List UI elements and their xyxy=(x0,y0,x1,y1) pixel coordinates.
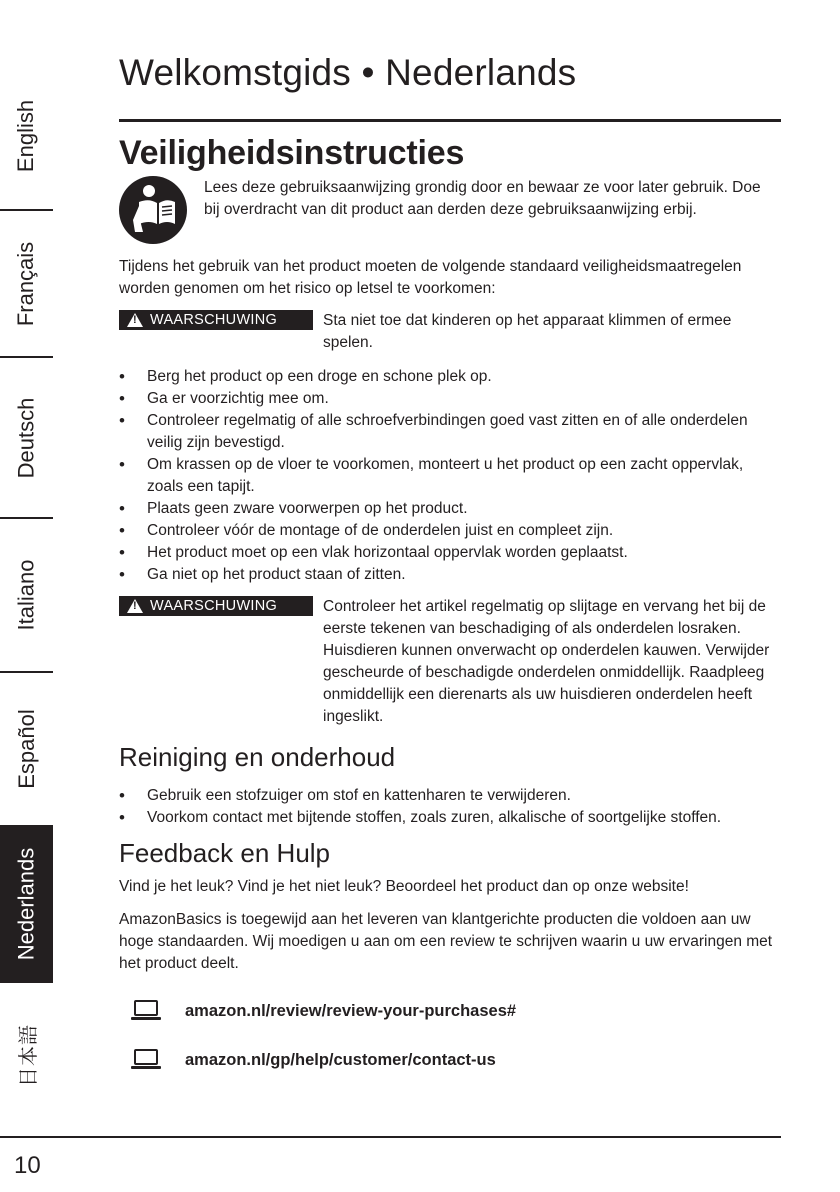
warning-triangle-icon xyxy=(127,313,143,327)
lang-tab-espanol[interactable] xyxy=(0,673,53,825)
warning-text: Controleer het artikel regelmatig op slijtage en vervang het bij de eerste tekenen van beschadiging of als onderdelen losraken. Huisdieren kunnen onverwacht op onderdelen kauwen. Verwijder gescheurde of beschadigde onderdelen onmiddellijk. Raadpleeg onmiddellijk een dierenarts als uw huisdieren onderdelen heeft ingeslikt. xyxy=(323,598,770,725)
lang-tab-label: English xyxy=(13,99,39,173)
lang-tab-italiano[interactable] xyxy=(0,519,53,671)
cleaning-list xyxy=(119,785,779,829)
contact-link[interactable] xyxy=(131,1049,496,1071)
review-link[interactable] xyxy=(131,1000,516,1022)
list-item: • Berg het product op een droge en schone plek op. xyxy=(119,366,779,388)
feedback-text: AmazonBasics is toegewijd aan het leveren van klantgerichte producten die voldoen aan uw hoge standaarden. Wij moedigen u aan om een review te schrijven waarin u uw ervaringen met het product deelt. xyxy=(119,911,773,972)
lang-tab-label: Italiano xyxy=(13,559,39,631)
laptop-icon xyxy=(131,1049,161,1071)
lang-tab-label: Deutsch xyxy=(13,397,39,478)
warning-triangle-icon xyxy=(127,599,143,613)
list-item: • Controleer regelmatig of alle schroefverbindingen goed vast zitten en of alle onderdelen veilig zijn bevestigd. xyxy=(119,410,779,454)
lang-tab-label: Français xyxy=(13,241,39,326)
page-number: 10 xyxy=(14,1152,41,1179)
feedback-heading: Feedback en Hulp xyxy=(119,838,331,868)
safety-heading: Veiligheidsinstructies xyxy=(119,134,465,172)
read-manual-icon xyxy=(119,176,187,244)
list-item: • Gebruik een stofzuiger om stof en kattenharen te verwijderen. xyxy=(119,785,779,807)
list-item: • Controleer vóór de montage of de onderdelen juist en compleet zijn. xyxy=(119,520,779,542)
link-url[interactable]: amazon.nl/gp/help/customer/contact-us xyxy=(185,1050,496,1069)
lang-tab-deutsch[interactable] xyxy=(0,358,53,517)
cleaning-heading: Reiniging en onderhoud xyxy=(119,742,396,772)
footer-rule xyxy=(0,1136,781,1138)
warning-label: WAARSCHUWING xyxy=(150,312,278,328)
feedback-text: Vind je het leuk? Vind je het niet leuk? Beoordeel het product dan op onze website! xyxy=(119,878,689,895)
warning-badge xyxy=(119,596,313,616)
lang-tab-japanese[interactable] xyxy=(0,1000,53,1110)
safety-intro: Tijdens het gebruik van het product moeten de volgende standaard veiligheidsmaatregelen worden genomen om het risico op letsel te voorkomen: xyxy=(119,258,742,297)
warning-text: Sta niet toe dat kinderen op het apparaat klimmen of ermee spelen. xyxy=(323,312,732,351)
lang-tab-label: Español xyxy=(13,709,39,789)
read-instructions-text: Lees deze gebruiksaanwijzing grondig door en bewaar ze voor later gebruik. Doe bij overdracht van dit product aan derden deze gebruiksaanwijzing erbij. xyxy=(204,179,761,218)
lang-tab-nederlands[interactable] xyxy=(0,825,53,983)
list-item: • Ga er voorzichtig mee om. xyxy=(119,388,779,410)
list-item: • Het product moet op een vlak horizontaal oppervlak worden geplaatst. xyxy=(119,542,779,564)
link-url[interactable]: amazon.nl/review/review-your-purchases# xyxy=(185,1001,517,1020)
lang-tab-label: Nederlands xyxy=(13,847,39,961)
laptop-icon xyxy=(131,1000,161,1022)
list-item: • Om krassen op de vloer te voorkomen, monteert u het product op een zacht oppervlak, zoals een tapijt. xyxy=(119,454,779,498)
list-item: • Voorkom contact met bijtende stoffen, zoals zuren, alkalische of soortgelijke stoffen. xyxy=(119,807,779,829)
title-rule xyxy=(119,119,781,122)
lang-tab-francais[interactable] xyxy=(0,211,53,356)
warning-label: WAARSCHUWING xyxy=(150,598,278,614)
list-item: • Plaats geen zware voorwerpen op het product. xyxy=(119,498,779,520)
lang-tab-label: 日本語 xyxy=(18,1023,40,1087)
warning-badge xyxy=(119,310,313,330)
list-item: • Ga niet op het product staan of zitten. xyxy=(119,564,779,586)
page-title: Welkomstgids • Nederlands xyxy=(119,52,577,93)
lang-tab-english[interactable] xyxy=(0,62,53,210)
safety-list xyxy=(119,366,779,586)
